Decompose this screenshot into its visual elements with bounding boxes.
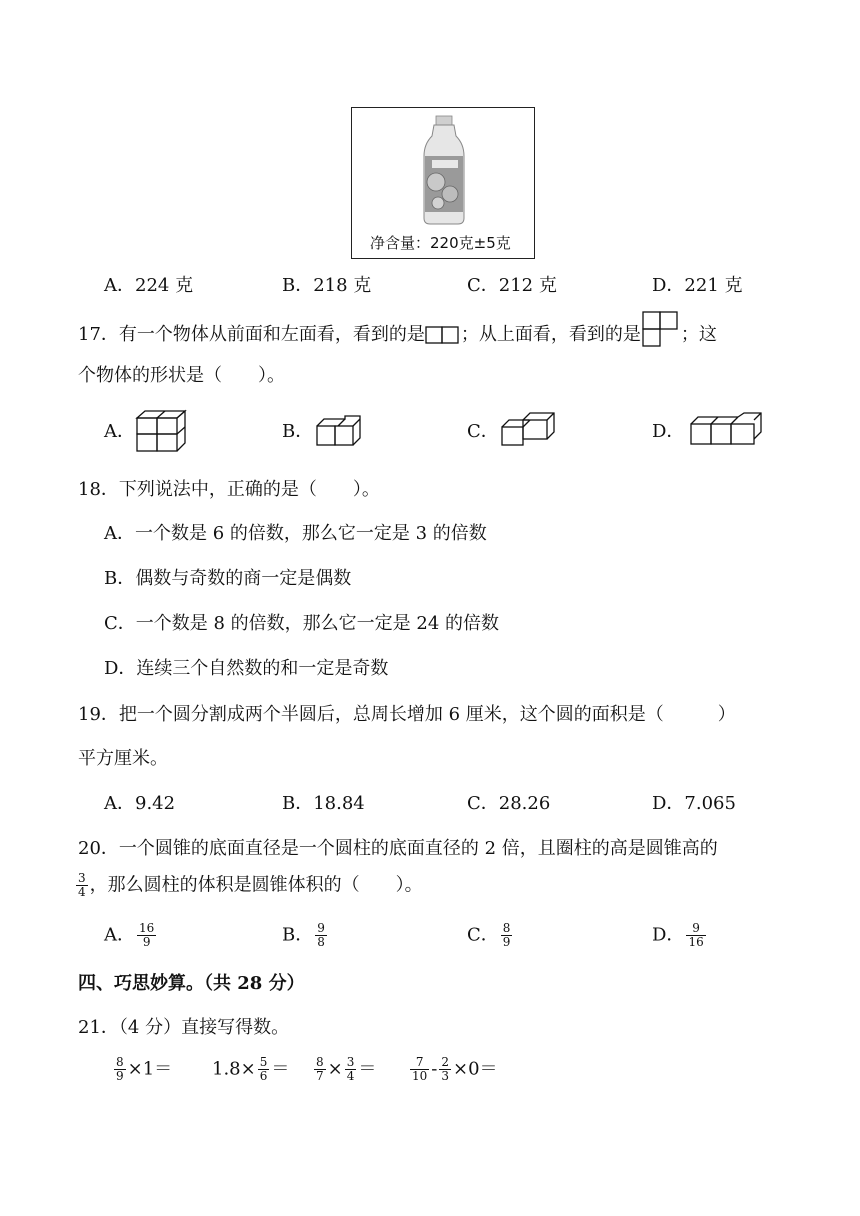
expr2-frac [258,1056,270,1083]
frac-num: 3 [346,1055,355,1069]
frac-num: 8 [316,1055,324,1069]
q20-option-d-frac [686,922,705,949]
q17-stem-line1 [78,320,717,350]
expr3-frac-2 [345,1056,357,1083]
q20-option-c-frac [501,922,513,949]
q21-expr-2 [212,1056,289,1083]
q20-stem-line2 [74,872,423,899]
frac-num: 9 [317,921,325,935]
q20-text-2: ，那么圆柱的体积是圆锥体积的（ ）。 [89,874,423,896]
q17-option-c[interactable] [467,420,499,444]
frac-num: 8 [502,921,511,935]
q20-option-d-label: D． [652,924,685,946]
q19-stem-line2: 平方厘米。 [78,748,168,769]
q20-option-b[interactable] [282,922,329,949]
q18-option-d[interactable]: D．连续三个自然数的和一定是奇数 [104,658,389,679]
q20-fraction-den: 4 [78,885,86,899]
expr3-mid: × [327,1058,343,1080]
q20-option-a-label: A． [104,924,135,946]
q17-option-a-label: A． [104,421,135,442]
q19-option-d[interactable]: D．7.065 [652,793,736,814]
q20-option-c[interactable] [467,922,514,949]
q16-option-c[interactable]: C．212 克 [467,275,557,296]
q17-option-c-label: C． [467,421,499,442]
frac-den: 9 [116,1069,124,1083]
q21-expr-1 [112,1056,172,1083]
q20-option-b-label: B． [282,924,314,946]
cube-stack-c-icon [499,410,559,448]
q20-option-b-frac [315,922,327,949]
q18-option-b[interactable]: B．偶数与奇数的商一定是偶数 [104,568,352,589]
section-heading: 四、巧思妙算。（共 28 分） [78,973,305,994]
expr2-pre: 1.8× [212,1058,256,1080]
expr4-mid: - [431,1058,438,1080]
q18-option-a[interactable]: A．一个数是 6 的倍数，那么它一定是 3 的倍数 [104,523,487,544]
expr3-rest: ＝ [358,1058,377,1080]
q17-option-a[interactable] [104,420,135,444]
frac-num: 7 [415,1055,424,1069]
q20-stem-line1: 20．一个圆锥的底面直径是一个圆柱的底面直径的 2 倍，且圈柱的高是圆锥高的 [78,838,718,859]
q18-stem: 18．下列说法中，正确的是（ ）。 [78,479,380,500]
frac-den: 9 [142,935,151,949]
frac-den: 8 [317,935,325,949]
expr3-frac-1 [314,1056,326,1083]
q20-option-d[interactable] [652,922,708,949]
q20-option-c-label: C． [467,924,499,946]
q17-text-1: 17．有一个物体从前面和左面看，看到的是 [78,324,425,345]
expr4-rest: ×0＝ [453,1058,498,1080]
q19-option-a[interactable]: A．9.42 [104,793,176,814]
q19-option-b[interactable]: B．18.84 [282,793,365,814]
bottle-image [352,108,534,228]
q18-option-c[interactable]: C．一个数是 8 的倍数，那么它一定是 24 的倍数 [104,613,500,634]
cube-stack-d-icon [688,412,764,448]
q20-option-a[interactable] [104,922,158,949]
cube-stack-b-icon [314,414,364,448]
frac-den: 9 [502,935,511,949]
q17-option-b[interactable] [282,420,313,444]
expr4-frac-1 [410,1056,429,1083]
q16-option-a[interactable]: A．224 克 [104,275,194,296]
frac-den: 16 [688,935,704,949]
frac-den: 7 [316,1069,324,1083]
q21-expr-4 [408,1056,498,1083]
product-image-box [351,107,535,259]
q17-option-d[interactable] [652,420,684,444]
q17-text-2: ；从上面看，看到的是 [460,324,641,345]
q17-stem-line2: 个物体的形状是（ ）。 [78,365,285,386]
frac-num: 8 [116,1055,124,1069]
front-left-view-icon [425,325,461,345]
q17-option-b-label: B． [282,421,314,442]
q21-expr-3 [312,1056,376,1083]
expr4-frac-2 [439,1056,451,1083]
q17-option-d-label: D． [652,421,685,442]
expr1-rest: ×1＝ [127,1058,173,1080]
q21-stem: 21．（4 分）直接写得数。 [78,1017,290,1038]
frac-den: 3 [441,1069,450,1083]
frac-den: 6 [259,1069,268,1083]
q16-option-b[interactable]: B．218 克 [282,275,372,296]
q19-option-c[interactable]: C．28.26 [467,793,551,814]
q20-option-a-frac [137,922,156,949]
cube-stack-a-icon [134,408,188,454]
frac-num: 9 [692,921,700,935]
frac-num: 2 [441,1055,450,1069]
frac-num: 16 [139,921,155,935]
frac-num: 5 [259,1055,268,1069]
net-content-caption: 净含量：220克±5克 [370,234,511,252]
q17-text-3: ；这 [680,324,717,345]
frac-den: 10 [412,1069,428,1083]
q20-fraction [76,872,88,899]
frac-den: 4 [346,1069,355,1083]
top-view-icon [641,310,681,350]
expr1-frac [114,1056,126,1083]
q20-fraction-num: 3 [78,871,86,885]
expr2-rest: ＝ [271,1058,290,1080]
q16-option-d[interactable]: D．221 克 [652,275,743,296]
q19-stem-line1: 19．把一个圆分割成两个半圆后，总周长增加 6 厘米，这个圆的面积是（ ） [78,704,736,725]
